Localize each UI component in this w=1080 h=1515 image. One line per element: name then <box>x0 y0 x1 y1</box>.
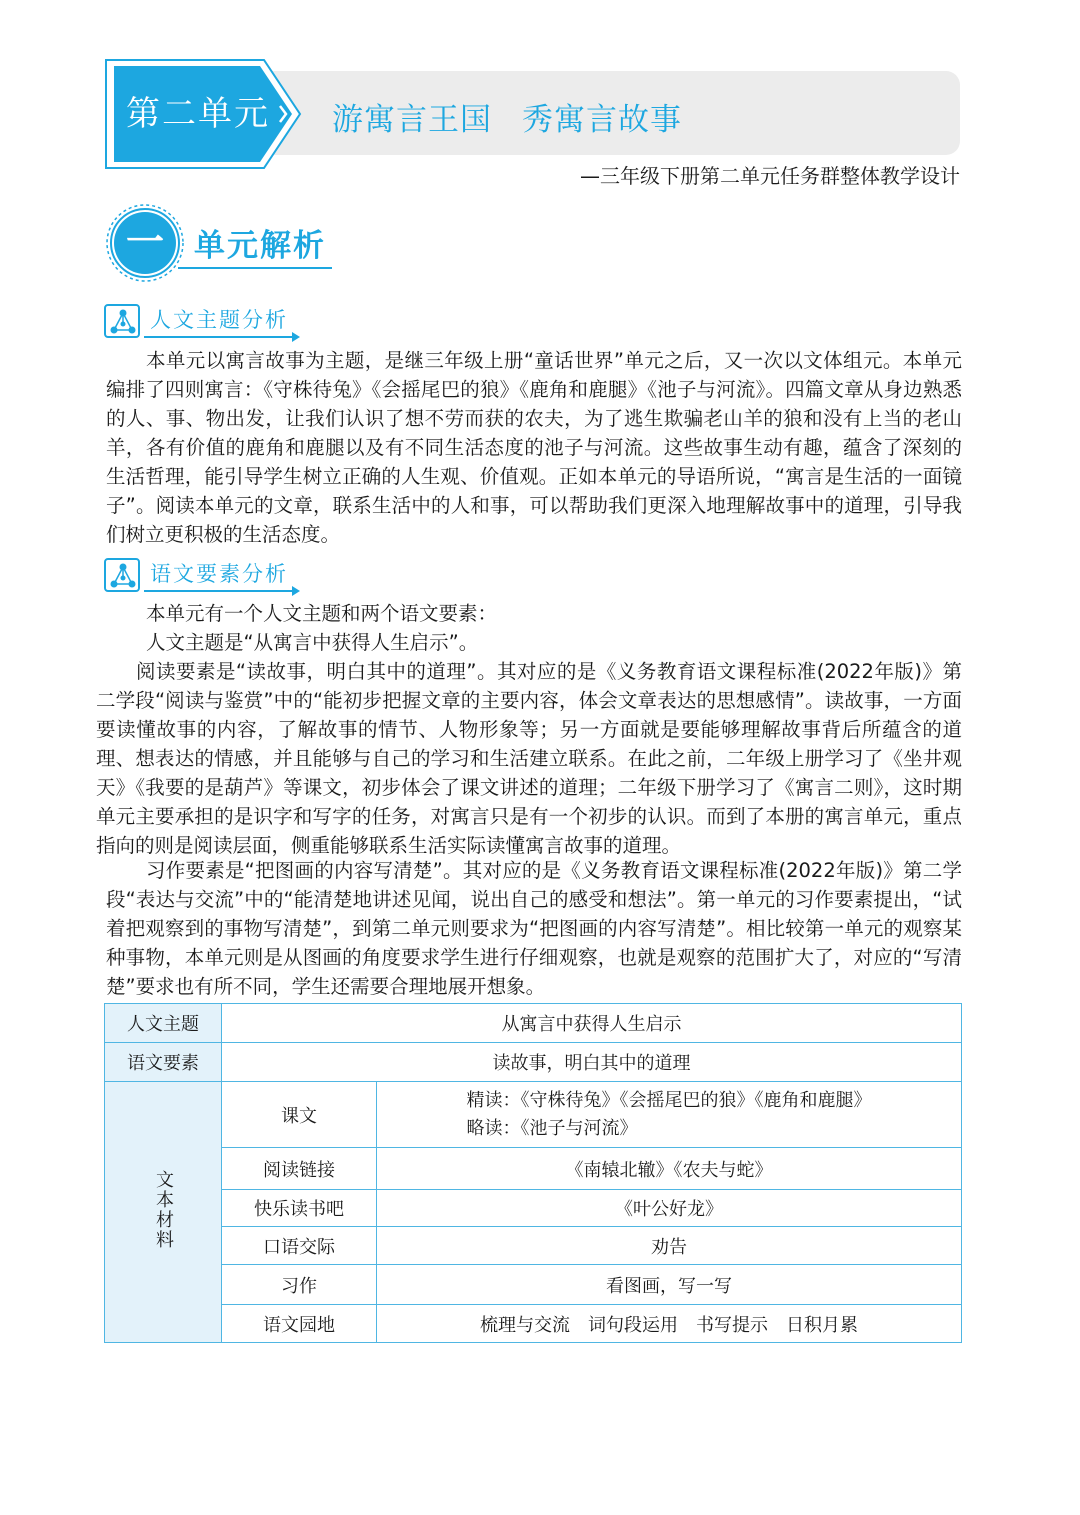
table-row <box>105 1190 962 1227</box>
table-cell: 梳理与交流 词句段运用 书写提示 日积月累 <box>377 1305 962 1343</box>
humanities-paragraph: 本单元以寓言故事为主题，是继三年级上册“童话世界”单元之后，又一次以文体组元。本单元编排了四则寓言：《守株待兔》《会摇尾巴的狼》《鹿角和鹿腿》《池子与河流》。四篇文章从身边熟悉的人、事、物出发，让我们认识了想不劳而获的农夫，为了逃生欺骗老山羊的狼和没有上当的老山羊，各有价值的鹿角和鹿腿以及有不同生活态度的池子与河流。这些故事生动有趣，蕴含了深刻的生活哲理，能引导学生树立正确的人生观、价值观。正如本单元的导语所说，“寓言是生活的一面镜子”。阅读本单元的文章，联系生活中的人和事，可以帮助我们更深入地理解故事中的道理，引导我们树立更积极的生活态度。 <box>106 349 962 546</box>
language-paragraph-2: 人文主题是“从寓言中获得人生启示”。 <box>146 631 479 654</box>
table-sub-cell: 语文园地 <box>222 1305 377 1343</box>
table-cell-line: 略读：《池子与河流》 <box>466 1117 638 1139</box>
subtitle: —三年级下册第二单元任务群整体教学设计 <box>580 164 960 188</box>
table-cell-line: 精读：《守株待兔》《会摇尾巴的狼》《鹿角和鹿腿》 <box>466 1089 872 1111</box>
unit-overview-table <box>104 1003 962 1343</box>
table-cell <box>377 1082 962 1148</box>
unit-title-part1: 游寓言王国 <box>332 102 492 138</box>
heading-underline <box>144 336 294 338</box>
unit-banner <box>104 56 962 172</box>
language-paragraph-3: 阅读要素是“读故事，明白其中的道理”。其对应的是《义务教育语文课程标准(2022年版)》第二学段“阅读与鉴赏”中的“能初步把握文章的主要内容，体会文章表达的思想感情”。读故事，一方面要读懂故事的内容，了解故事的情节、人物形象等；另一方面就是要能够理解故事背后所蕴含的道理、想表达的情感，并且能够与自己的学习和生活建立联系。在此之前，二年级上册学习了《坐井观天》《我要的是葫芦》等课文，初步体会了课文讲述的道理；二年级下册学习了《寓言二则》，这时期单元主要承担的是识字和写字的任务，对寓言只是有一个初步的认识。而到了本册的寓言单元，重点指向的则是阅读层面，侧重能够联系生活实际读懂寓言故事的道理。 <box>96 660 962 857</box>
table-row <box>105 1043 962 1082</box>
table-group-label: 文本材料 <box>153 1169 174 1250</box>
network-icon <box>104 558 140 592</box>
heading-underline <box>144 590 294 592</box>
table-cell: 看图画，写一写 <box>377 1265 962 1305</box>
table-sub-cell: 课文 <box>222 1082 377 1148</box>
language-heading-label: 语文要素分析 <box>150 562 288 586</box>
language-paragraph-4: 习作要素是“把图画的内容写清楚”。其对应的是《义务教育语文课程标准(2022年版)》第二学段“表达与交流”中的“能清楚地讲述见闻，说出自己的感受和想法”。第一单元的习作要素提出，“试着把观察到的事物写清楚”，到第二单元则要求为“把图画的内容写清楚”。相比较第一单元的观察某种事物，本单元则是从图画的角度要求学生进行仔细观察，也就是观察的范围扩大了，对应的“写清楚”要求也有所不同，学生还需要合理地展开想象。 <box>106 859 962 998</box>
table-head-cell: 语文要素 <box>105 1043 222 1082</box>
table-cell: 读故事，明白其中的道理 <box>222 1043 962 1082</box>
table-sub-cell: 口语交际 <box>222 1227 377 1265</box>
table-sub-cell: 快乐读书吧 <box>222 1190 377 1227</box>
table-cell: 《南辕北辙》《农夫与蛇》 <box>377 1148 962 1190</box>
table-row <box>105 1004 962 1043</box>
unit-label: 第二单元 <box>126 94 270 134</box>
network-icon <box>104 304 140 338</box>
section-number: 一 <box>125 220 164 264</box>
language-paragraph-1: 本单元有一个人文主题和两个语文要素： <box>146 602 498 625</box>
table-cell: 从寓言中获得人生启示 <box>222 1004 962 1043</box>
table-row <box>105 1305 962 1343</box>
table-row <box>105 1148 962 1190</box>
table-row <box>105 1082 962 1148</box>
humanities-heading <box>104 302 304 342</box>
table-cell: 《叶公好龙》 <box>377 1190 962 1227</box>
section-header <box>104 198 344 288</box>
language-heading <box>104 556 304 596</box>
section-title: 单元解析 <box>194 228 326 264</box>
table-head-cell: 人文主题 <box>105 1004 222 1043</box>
table-row <box>105 1227 962 1265</box>
unit-title-part2: 秀寓言故事 <box>522 102 682 138</box>
table-sub-cell: 习作 <box>222 1265 377 1305</box>
table-cell: 劝告 <box>377 1227 962 1265</box>
table-row <box>105 1265 962 1305</box>
table-group-head <box>105 1082 222 1343</box>
table-sub-cell: 阅读链接 <box>222 1148 377 1190</box>
humanities-heading-label: 人文主题分析 <box>150 308 288 332</box>
